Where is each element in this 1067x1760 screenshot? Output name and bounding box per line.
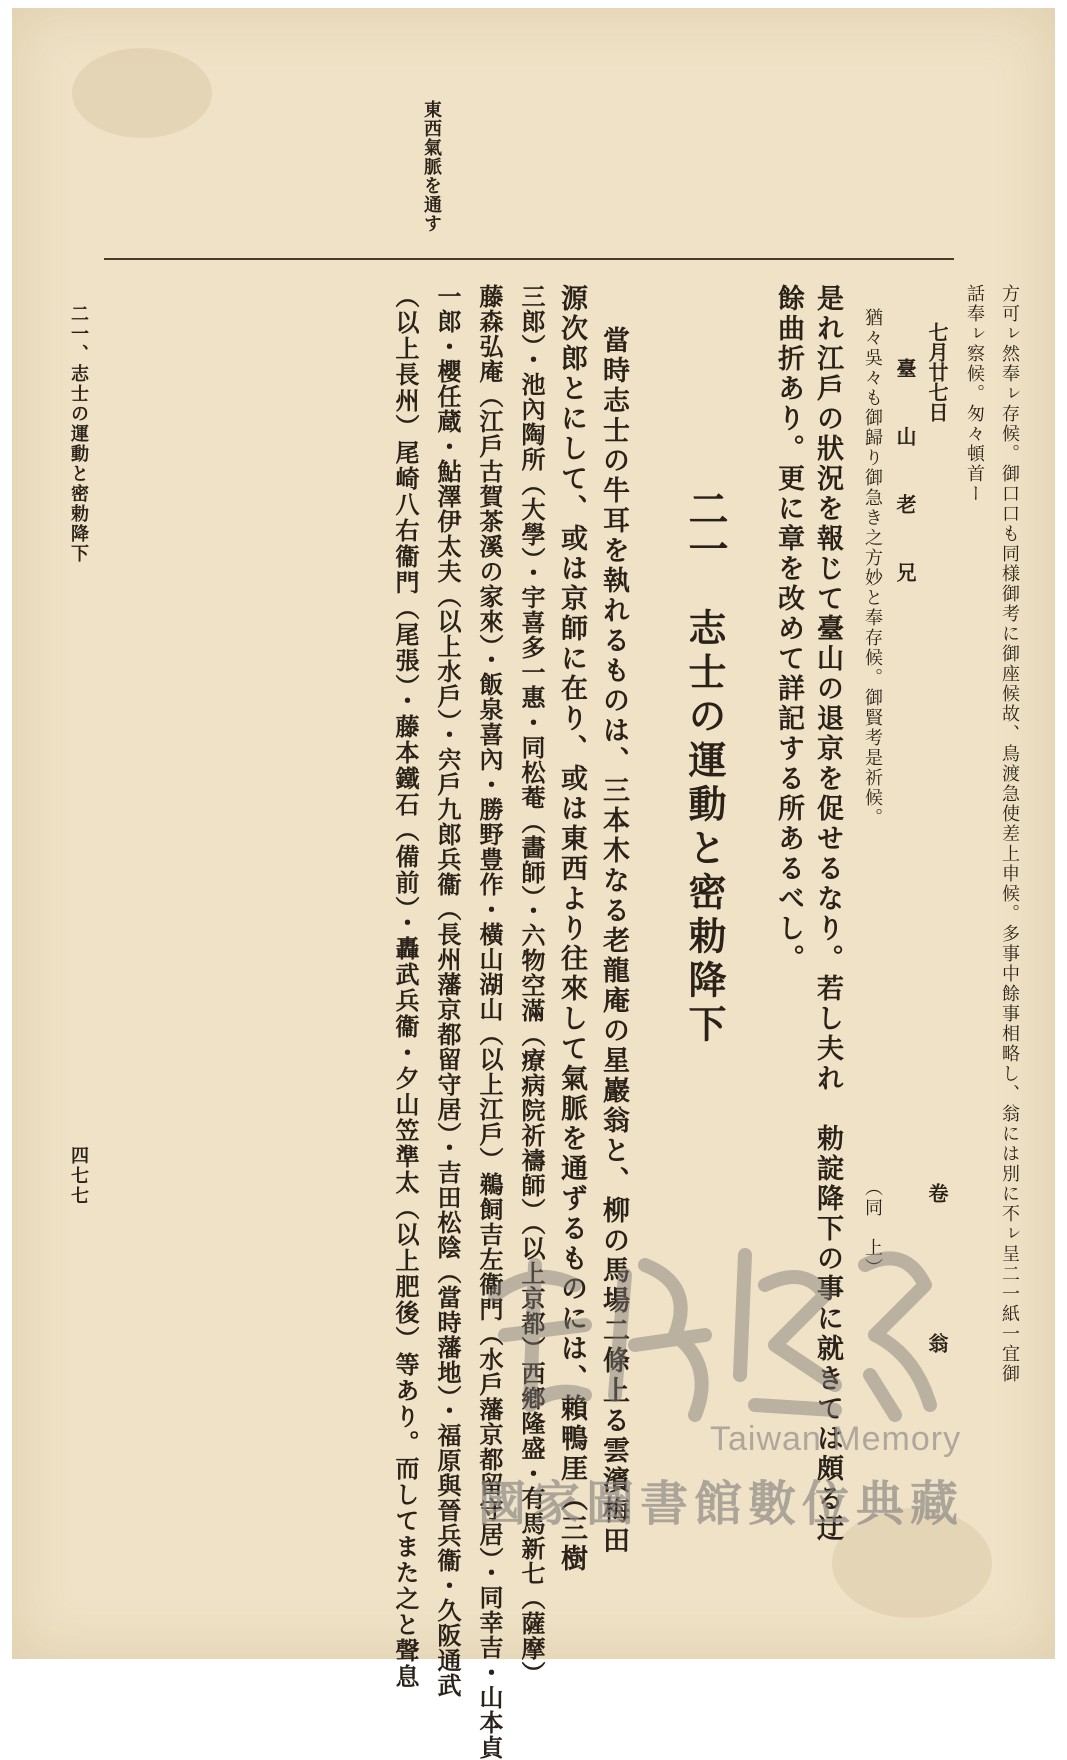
section-divider <box>104 258 954 260</box>
letter-line: 方可ㇾ然奉ㇾ存候。御口口も同様御考に御座候故、鳥渡急使差上申候。多事中餘事相略し、翁には別に不ㇾ呈二一紙一宜御 <box>999 284 1020 1384</box>
letter-date: 七月廿七日 <box>925 322 949 422</box>
letter-postscript: 猶々吳々も御歸り御急き之方妙と奉存候。御賢考是祈候。 <box>862 308 883 828</box>
running-title: 二一、志士の運動と密勅降下 <box>68 304 89 564</box>
taiwan-memory-watermark-logo <box>475 1225 945 1435</box>
margin-note: 東西氣脈を通す <box>421 100 442 233</box>
page-number: 四七七 <box>68 1146 89 1206</box>
body-line: 當時志士の牛耳を執れるものは、三本木なる老龍庵の星巖翁と、柳の馬場二條上る雲濱梅田 <box>598 326 629 1556</box>
watermark-english: Taiwan Memory <box>710 1420 962 1458</box>
body-line: 三郎）・池內陶所（大學）・宇喜多一惠・同松菴（畵師）・六物空滿（療病院祈禱師）（以上京都）西鄕隆盛・有馬新七（薩摩） <box>517 284 546 1686</box>
section-number: 二一 <box>682 488 729 568</box>
watermark-chinese: 國家圖書館數位典藏 <box>478 1476 965 1532</box>
body-line: 一郎・櫻任蔵・鮎澤伊太夫（以上水戶）・宍戶九郎兵衞（長州藩京都留守居）・吉田松陰（當時藩地）・福原與晉兵衞・久阪通武 <box>433 284 462 1698</box>
letter-sender: 卷 翁 <box>925 1183 949 1383</box>
source-note: （同 上） <box>862 1178 883 1278</box>
commentary-line: 是れ江戶の狀況を報じて臺山の退京を促せるなり。若し夫れ 勅諚降下の事に就きては頗る迂 <box>812 284 843 1544</box>
body-line: 藤森弘庵（江戶古賀茶溪の家來）・飯泉喜內・勝野豊作・橫山湖山（以上江戶）鵜飼吉左衞門（水戶藩京都留守居）・同幸吉・山本貞 <box>475 284 504 1760</box>
paper-stain <box>72 48 212 138</box>
section-title: 志士の運動と密勅降下 <box>682 608 727 1048</box>
commentary-line: 餘曲折あり。更に章を改めて詳記する所あるべし。 <box>773 284 804 974</box>
body-line: （以上長州）尾崎八右衞門（尾張）・藤本鐵石（備前）・轟武兵衞・夕山笠準太（以上肥後）等あり。而してまた之と聲息 <box>391 284 420 1690</box>
letter-line: 話奉ㇾ察候。匆々頓首ー <box>964 284 985 504</box>
letter-recipient: 臺 山 老 兄 <box>893 358 917 596</box>
body-line: 源次郎とにして、或は京師に在り、或は東西より往來して氣脈を通ずるものには、賴鴨厓（三樹 <box>556 284 587 1574</box>
